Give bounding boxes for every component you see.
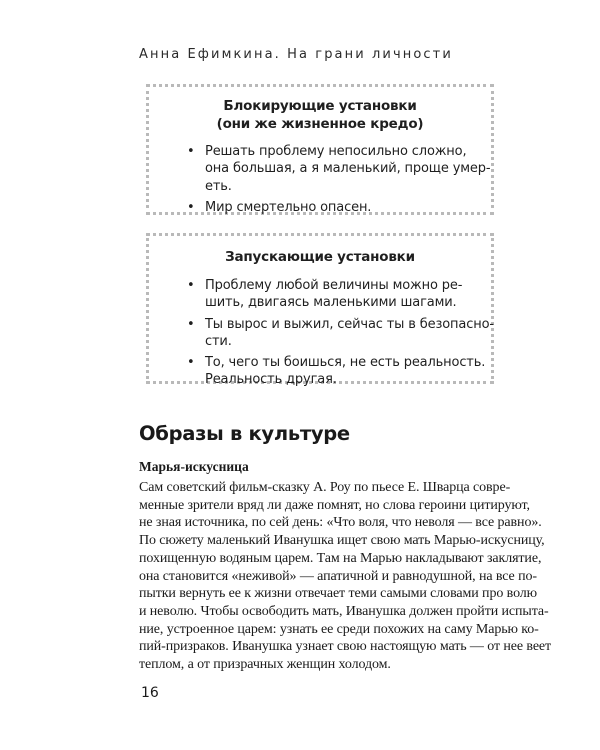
- list-item: [149, 277, 491, 312]
- paragraph-line: ние, устроенное царем: узнать ее среди похожих на саму Марью ко-: [139, 621, 539, 637]
- launching-bullet-list: [149, 277, 494, 389]
- paragraph-line: Сам советский фильм-сказку А. Роу по пьесе Е. Шварца совре-: [139, 480, 511, 495]
- paragraph-line: теплом, а от призрачных женщин холодом.: [139, 657, 391, 673]
- blocking-beliefs-box: [146, 84, 494, 215]
- bullet-text-line: еть.: [205, 178, 232, 194]
- page-number: 16: [141, 685, 159, 701]
- bullet-text-line: Мир смертельно опасен.: [205, 199, 372, 215]
- blocking-box-title: [149, 97, 491, 133]
- bullet-icon: •: [187, 144, 195, 159]
- list-item: [149, 354, 491, 389]
- paragraph-line: пытки вернуть ее к жизни отвечает теми самыми словами про волю: [139, 586, 538, 602]
- bullet-icon: •: [187, 199, 195, 215]
- bullet-text-line: Проблему любой величины можно ре-: [205, 278, 463, 293]
- section-heading: Образы в культуре: [139, 422, 350, 445]
- paragraph-line: она становится «неживой» — апатичной и равнодушной, на все по-: [139, 568, 537, 584]
- bullet-text-line: она большая, а я маленький, проще умер-: [205, 161, 491, 177]
- bullet-text-line: шить, двигаясь маленькими шагами.: [205, 295, 457, 311]
- running-head: Анна Ефимкина. На грани личности: [139, 47, 453, 62]
- bullet-text-line: сти.: [205, 333, 232, 349]
- paragraph-line: и неволю. Чтобы освободить мать, Иванушка должен пройти испыта-: [139, 603, 549, 619]
- bullet-text-line: Реальность другая.: [205, 372, 337, 388]
- paragraph-line: похищенную водяным царем. Там на Марью накладывают заклятие,: [139, 550, 542, 566]
- bullet-icon: •: [187, 316, 195, 332]
- launching-beliefs-box: [146, 233, 494, 388]
- bullet-icon: •: [187, 355, 195, 371]
- list-item: [149, 199, 491, 216]
- bullet-text-line: Решать проблему непосильно сложно,: [205, 144, 467, 159]
- bullet-text-line: Ты вырос и выжил, сейчас ты в безопасно-: [205, 316, 494, 332]
- blocking-title-line-2: (они же жизненное кредо): [216, 116, 424, 132]
- body-paragraph: [139, 479, 552, 674]
- bullet-icon: •: [187, 278, 195, 293]
- paragraph-line: не зная источника, по сей день: «Что воля, что неволя — все равно».: [139, 515, 542, 531]
- bullet-text-line: То, чего ты боишься, не есть реальность.: [205, 355, 486, 371]
- paragraph-line: менные зрители вряд ли даже помнят, но слова героини цитируют,: [139, 497, 530, 513]
- blocking-title-line-1: Блокирующие установки: [223, 98, 417, 114]
- paragraph-line: По сюжету маленький Иванушка ищет свою мать Марью-искусницу,: [139, 533, 545, 549]
- list-item: [149, 316, 494, 351]
- subsection-heading: Марья-искусница: [139, 459, 249, 474]
- blocking-bullet-list: [149, 143, 491, 216]
- launching-box-title: Запускающие установки: [225, 249, 415, 265]
- list-item: [149, 143, 491, 195]
- paragraph-line: пий-призраков. Иванушка узнает свою настоящую мать — от нее веет: [139, 639, 552, 655]
